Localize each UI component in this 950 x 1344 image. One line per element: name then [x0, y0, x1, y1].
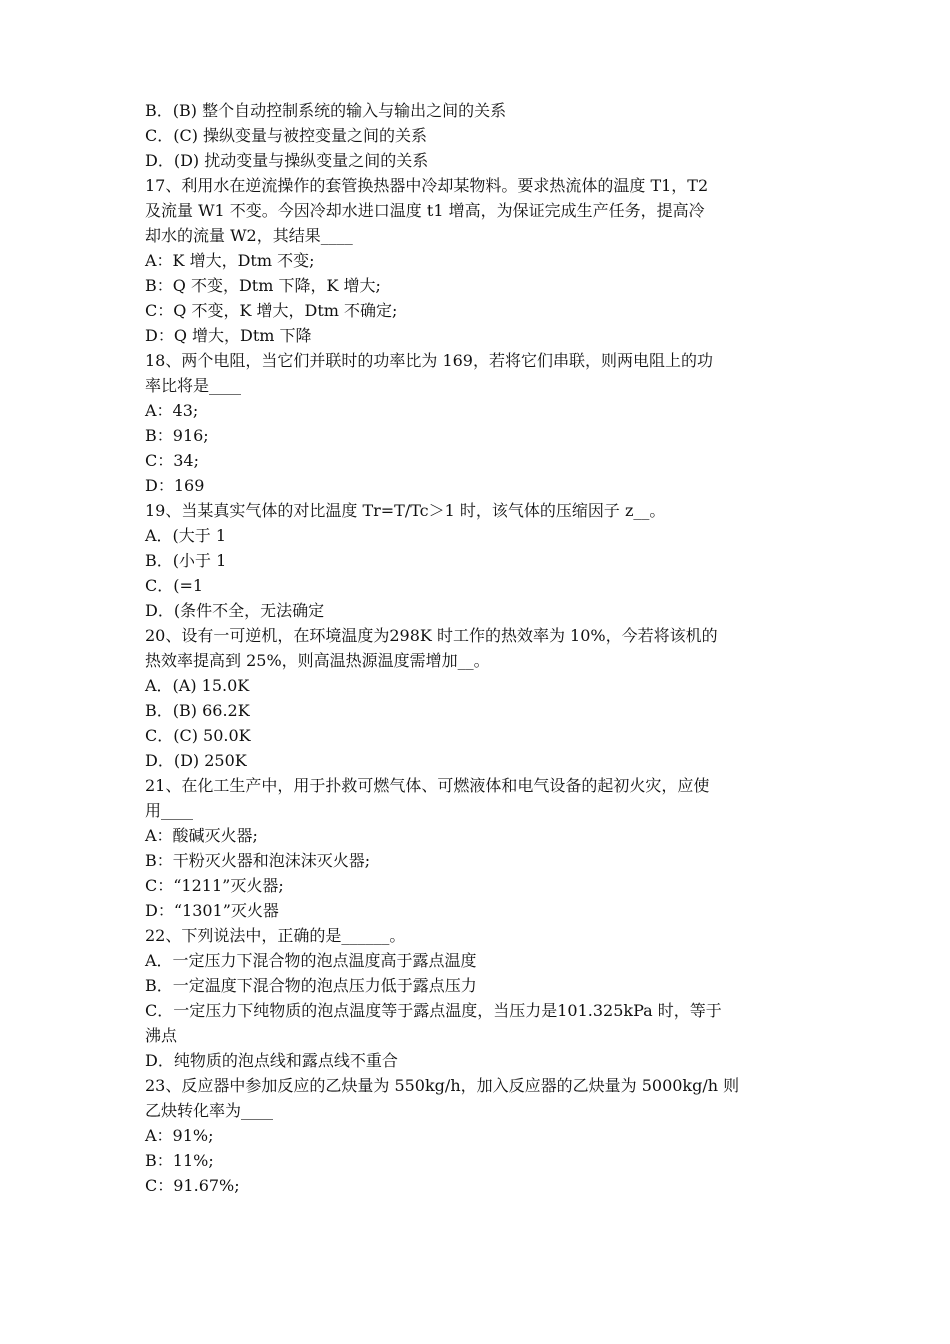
option-line: C．(C) 50.0K	[145, 726, 251, 745]
option-line: A：43;	[145, 401, 199, 420]
text-line: C．(C) 操纵变量与被控变量之间的关系	[145, 126, 428, 145]
text-line: D．(D) 扰动变量与操纵变量之间的关系	[145, 151, 429, 170]
option-line: A：K 增大，Dtm 不变;	[145, 251, 315, 270]
question-17-text: 却水的流量 W2，其结果____	[145, 226, 353, 245]
question-20-text: 热效率提高到 25%，则高温热源温度需增加__。	[145, 651, 490, 670]
text-line: B．(B) 整个自动控制系统的输入与输出之间的关系	[145, 101, 507, 120]
option-line: B．一定温度下混合物的泡点压力低于露点压力	[145, 976, 477, 995]
option-line: A．(大于 1	[145, 526, 227, 545]
question-21-text: 21、在化工生产中，用于扑救可燃气体、可燃液体和电气设备的起初火灾，应使	[145, 776, 710, 795]
option-line: D：169	[145, 476, 205, 495]
question-17-text: 及流量 W1 不变。今因冷却水进口温度 t1 增高，为保证完成生产任务，提高冷	[145, 201, 705, 220]
option-line: C：91.67%;	[145, 1176, 240, 1195]
option-line: C．(=1	[145, 576, 204, 595]
document-body	[145, 98, 815, 1198]
question-17-text: 17、利用水在逆流操作的套管换热器中冷却某物料。要求热流体的温度 T1，T2	[145, 176, 709, 195]
option-line: B：11%;	[145, 1151, 214, 1170]
option-line: B．(B) 66.2K	[145, 701, 250, 720]
option-line: C：“1211”灭火器;	[145, 876, 284, 895]
question-20-text: 20、设有一可逆机，在环境温度为298K 时工作的热效率为 10%，今若将该机的	[145, 626, 718, 645]
option-line: D．(D) 250K	[145, 751, 247, 770]
question-23-text: 23、反应器中参加反应的乙炔量为 550kg/h，加入反应器的乙炔量为 5000kg/h 则	[145, 1076, 740, 1095]
option-line: C：Q 不变，K 增大，Dtm 不确定;	[145, 301, 398, 320]
option-line: D：“1301”灭火器	[145, 901, 279, 920]
question-22-text: 22、下列说法中，正确的是______。	[145, 926, 406, 945]
option-line: C．一定压力下纯物质的泡点温度等于露点温度，当压力是101.325kPa 时，等于	[145, 1001, 722, 1020]
option-line: B：916;	[145, 426, 209, 445]
option-line: 沸点	[145, 1026, 178, 1045]
option-line: A：91%;	[145, 1126, 214, 1145]
question-18-text: 18、两个电阻，当它们并联时的功率比为 169，若将它们串联，则两电阻上的功	[145, 351, 713, 370]
question-23-text: 乙炔转化率为____	[145, 1101, 274, 1120]
option-line: D．纯物质的泡点线和露点线不重合	[145, 1051, 398, 1070]
option-line: A：酸碱灭火器;	[145, 826, 258, 845]
question-21-text: 用____	[145, 801, 194, 820]
question-19-text: 19、当某真实气体的对比温度 Tr=T/Tc＞1 时，该气体的压缩因子 z__。	[145, 501, 666, 520]
option-line: B．(小于 1	[145, 551, 227, 570]
option-line: B：Q 不变，Dtm 下降，K 增大;	[145, 276, 381, 295]
option-line: D．(条件不全，无法确定	[145, 601, 325, 620]
option-line: A．(A) 15.0K	[145, 676, 250, 695]
question-18-text: 率比将是____	[145, 376, 242, 395]
option-line: C：34;	[145, 451, 199, 470]
option-line: D：Q 增大，Dtm 下降	[145, 326, 312, 345]
option-line: A．一定压力下混合物的泡点温度高于露点温度	[145, 951, 477, 970]
option-line: B：干粉灭火器和泡沫沫灭火器;	[145, 851, 371, 870]
